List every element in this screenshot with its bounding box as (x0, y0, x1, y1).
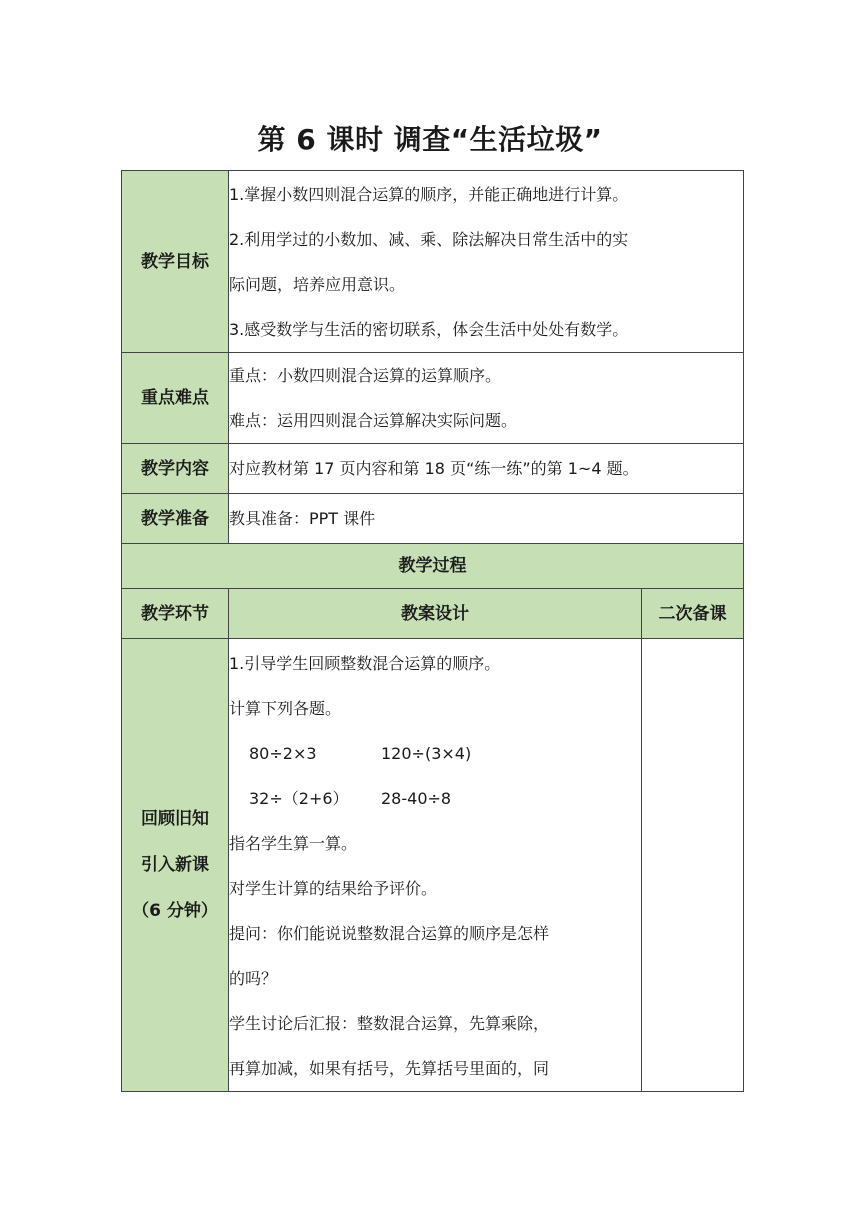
column-design: 教案设计 (229, 589, 642, 639)
preparation-row (122, 494, 744, 544)
objectives-label: 教学目标 (122, 171, 229, 353)
key-points-content (229, 353, 744, 444)
column-notes: 二次备课 (642, 589, 744, 639)
column-header-row (122, 589, 744, 639)
review-line: 计算下列各题。 (229, 699, 342, 718)
review-label-line: 回顾旧知 (141, 809, 209, 829)
objective-line: 1.掌握小数四则混合运算的顺序，并能正确地进行计算。 (229, 184, 629, 204)
process-header: 教学过程 (122, 544, 744, 589)
calc-item: 28-40÷8 (381, 789, 452, 808)
content-row (122, 444, 744, 494)
review-line: 对学生计算的结果给予评价。 (229, 879, 438, 898)
objectives-content (229, 171, 744, 353)
review-notes-cell[interactable] (642, 639, 744, 1092)
calc-item: 120÷(3×4) (381, 744, 472, 763)
column-stage: 教学环节 (122, 589, 229, 639)
review-line: 提问：你们能说说整数混合运算的顺序是怎样 (229, 924, 550, 943)
objectives-row (122, 171, 744, 353)
review-line: 再算加减，如果有括号，先算括号里面的，同 (229, 1059, 550, 1078)
preparation-text: 教具准备：PPT 课件 (229, 494, 744, 544)
content-label: 教学内容 (122, 444, 229, 494)
objective-line: 2.利用学过的小数加、减、乘、除法解决日常生活中的实 (229, 229, 629, 249)
key-points-row (122, 353, 744, 444)
lesson-plan-table (121, 170, 744, 1092)
review-line: 学生讨论后汇报：整数混合运算，先算乘除， (229, 1014, 550, 1033)
review-label-line: 引入新课 (141, 855, 209, 875)
calc-item: 32÷（2+6） (249, 789, 349, 808)
objective-line: 际问题，培养应用意识。 (229, 274, 406, 294)
review-line: 1.引导学生回顾整数混合运算的顺序。 (229, 654, 501, 673)
preparation-label: 教学准备 (122, 494, 229, 544)
review-label-line: （6 分钟） (132, 901, 218, 921)
key-points-label: 重点难点 (122, 353, 229, 444)
key-point-line: 难点：运用四则混合运算解决实际问题。 (229, 411, 518, 430)
calc-row (229, 776, 641, 821)
page-title: 第 6 课时 调查“生活垃圾” (257, 123, 603, 156)
calc-item: 80÷2×3 (249, 744, 317, 763)
review-row (122, 639, 744, 1092)
content-text: 对应教材第 17 页内容和第 18 页“练一练”的第 1~4 题。 (229, 444, 744, 494)
key-point-line: 重点：小数四则混合运算的运算顺序。 (229, 366, 502, 385)
review-content (229, 639, 642, 1092)
review-line: 的吗？ (229, 969, 278, 988)
objective-line: 3.感受数学与生活的密切联系，体会生活中处处有数学。 (229, 319, 629, 339)
calc-row (229, 731, 641, 776)
process-header-row (122, 544, 744, 589)
review-label (122, 639, 229, 1092)
review-line: 指名学生算一算。 (229, 834, 358, 853)
